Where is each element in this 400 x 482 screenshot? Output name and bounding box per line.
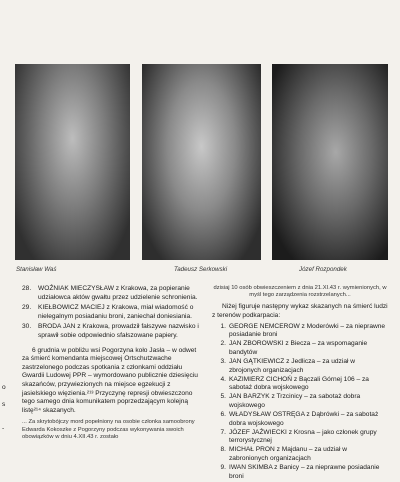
- list-item: [22, 285, 202, 302]
- list-intro: Niżej figuruje następny wykaz skazanych na śmierć ludzi z terenów podkarpacia:: [212, 303, 388, 319]
- item-number: 8.: [220, 446, 226, 454]
- body-paragraph: 6 grudnia w pobliżu wsi Pogorzyna koło Jasła – w odwet za śmierć komendanta miejscowej Ortschutzwache zastrzelonego podczas spotkania z członkami oddziału Gwardii Ludowej PPR – wymordowano publicznie dziesięciu skazańców, przywiezionych na miejsce egzekucji z jasielskiego więzienia.²¹³ Przyczynę represji obwieszczono tego samego dnia komunikatem poprzedzającym kolejną listę²¹⁴ skazanych.: [22, 346, 198, 414]
- item-text: JAN GĄTKIEWICZ z Jedlicza – za udział w zbrojonych organizacjach: [229, 357, 356, 374]
- continuation-note: dzisiaj 10 osób obwieszczeniem z dnia 21.XI.43 r. wymienionych, w myśl tego zarządzenia rozstrzelanych...: [213, 285, 387, 299]
- list-item: [212, 464, 388, 481]
- item-number: 1.: [220, 322, 226, 330]
- item-number: 6.: [220, 411, 226, 419]
- left-column: [22, 285, 202, 441]
- item-number: 9.: [220, 464, 226, 472]
- list-item: [212, 340, 388, 357]
- portrait-photo-3: [272, 64, 388, 260]
- list-item: [212, 393, 388, 410]
- list-item: [212, 446, 388, 463]
- item-number: 3.: [220, 357, 226, 365]
- list-item: [212, 411, 388, 428]
- footnote-text: ... Za skrytobójczy mord popełniony na osobie członka samoobrony Edwarda Kokoszke z Pogorzyny podczas wykonywania swoich obowiązków w dniu 4.XII.43 r. zostało: [22, 419, 195, 440]
- list-item: [212, 429, 388, 446]
- entry-text: KIEŁBOWICZ MACIEJ z Krakowa, miał wiadomość o nielegalnym posiadaniu broni, zaniechał doniesiania.: [38, 304, 194, 320]
- margin-mark: -: [2, 425, 5, 432]
- item-text: JAN ZBOROWSKI z Biecza – za wspomaganie bandytów: [229, 340, 368, 356]
- entry-text: WOŹNIAK MIECZYSŁAW z Krakowa, za popieranie udziałowca aktów gwałtu przez udzielenie schronienia.: [38, 285, 198, 301]
- photo-caption-1: Stanisław Waś: [16, 266, 57, 273]
- portrait-photo-2: [142, 64, 261, 260]
- item-text: JAN BARZYK z Trzcinicy – za sabotaż dobra wojskowego: [229, 393, 361, 409]
- margin-mark: s: [2, 401, 6, 408]
- item-number: 5.: [220, 393, 226, 401]
- photo-caption-3: Józef Rozpondek: [299, 266, 347, 273]
- list-item: [212, 358, 388, 375]
- item-text: WŁADYSŁAW OSTRĘGA z Dąbrówki – za sabotaż dobra wojskowego: [229, 411, 379, 427]
- right-column: [212, 285, 388, 482]
- list-item: [212, 323, 388, 340]
- item-text: IWAN SKIMBA z Banicy – za nieprawne posiadanie broni: [229, 464, 380, 480]
- item-text: GEORGE NEMCEROW z Moderówki – za nieprawne posiadanie broni: [229, 322, 386, 339]
- item-text: KAZIMIERZ CICHOŃ z Bączali Górnej 106 – za sabotaż dobra wojskowego: [229, 375, 369, 392]
- entry-number: 28.: [22, 285, 32, 292]
- item-number: 7.: [220, 428, 226, 436]
- photo-caption-2: Tadeusz Serkowski: [174, 266, 228, 273]
- list-item: [22, 304, 202, 321]
- entry-text: BRODA JAN z Krakowa, prowadził fałszywe nazwisko i sprawił sobie odpowiednio sfałszowane papiery.: [38, 323, 199, 339]
- list-item: [212, 376, 388, 393]
- item-number: 4.: [220, 375, 226, 383]
- item-number: 2.: [220, 340, 226, 348]
- item-text: JÓZEF JAŹWIECKI z Krosna – jako członek grupy terrorystycznej: [229, 428, 377, 445]
- item-text: MICHAŁ PRON z Majdanu – za udział w zabronionych organizacjach: [229, 446, 347, 462]
- list-item: [22, 323, 202, 340]
- entry-number: 30.: [22, 323, 32, 331]
- margin-mark: o: [2, 384, 6, 391]
- portrait-photo-1: [15, 64, 130, 260]
- entry-number: 29.: [22, 304, 32, 312]
